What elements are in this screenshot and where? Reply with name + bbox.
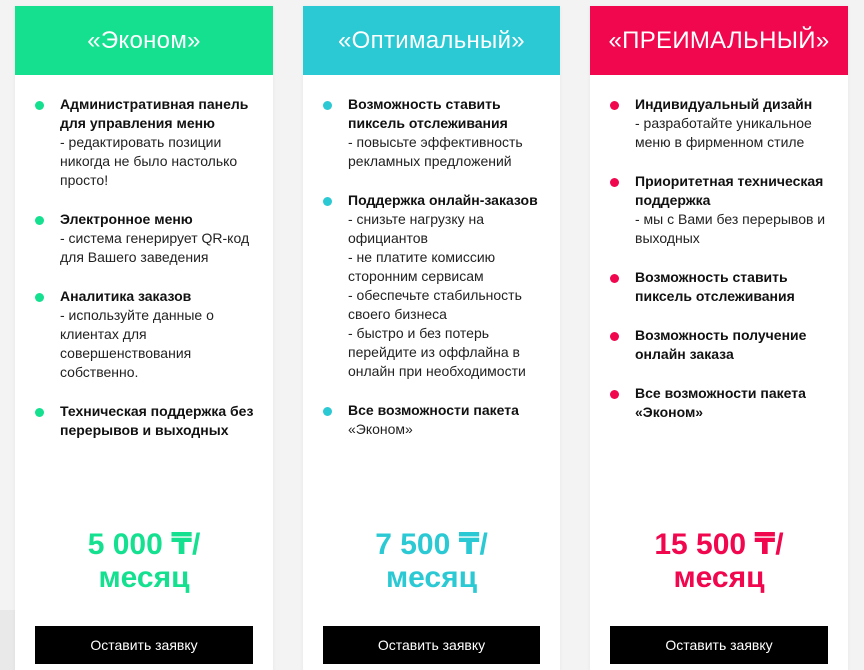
- bullet-dot-icon: [323, 101, 332, 110]
- feature-title: Административная панель для управления меню: [60, 96, 249, 131]
- plan-price: [15, 528, 273, 594]
- feature-title: Аналитика заказов: [60, 288, 192, 304]
- bullet-dot-icon: [610, 178, 619, 187]
- feature-desc: - снизьте нагрузку на официантов - не платите комиссию сторонним сервисам - обеспечьте стабильность своего бизнеса - быстро и без потерь перейдите из оффлайна в онлайн при необходимости: [348, 211, 526, 379]
- feature-item: [15, 95, 273, 190]
- plan-header: [15, 6, 273, 75]
- price-period: месяц: [385, 561, 478, 594]
- feature-title: Возможность ставить пиксель отслеживания: [635, 269, 795, 304]
- bullet-dot-icon: [35, 216, 44, 225]
- bullet-dot-icon: [35, 293, 44, 302]
- price-period: месяц: [673, 561, 765, 594]
- feature-item: [590, 384, 848, 422]
- feature-desc: - разработайте уникальное меню в фирменном стиле: [635, 115, 812, 150]
- feature-title: Техническая поддержка без перерывов и выходных: [60, 403, 254, 438]
- feature-desc: - редактировать позиции никогда не было настолько просто!: [60, 134, 238, 188]
- feature-list: [303, 95, 560, 459]
- price-amount: 7 500 ₸/: [375, 528, 488, 561]
- feature-item: [590, 95, 848, 152]
- bullet-dot-icon: [323, 407, 332, 416]
- feature-item: [15, 402, 273, 440]
- feature-item: [15, 210, 273, 267]
- feature-desc: - повысьте эффективность рекламных предложений: [348, 134, 523, 169]
- feature-title: Возможность получение онлайн заказа: [635, 327, 807, 362]
- bullet-dot-icon: [35, 101, 44, 110]
- page-edge-strip: [0, 610, 15, 670]
- submit-request-button[interactable]: Оставить заявку: [323, 626, 540, 664]
- feature-item: [590, 326, 848, 364]
- bullet-dot-icon: [323, 197, 332, 206]
- price-period: месяц: [98, 561, 190, 594]
- plan-header: [303, 6, 560, 75]
- feature-item: [590, 172, 848, 248]
- feature-item: [303, 401, 560, 439]
- plan-title: «Оптимальный»: [338, 26, 525, 54]
- plan-title: «Эконом»: [87, 26, 201, 54]
- feature-desc: - используйте данные о клиентах для совершенствования собственно.: [60, 307, 214, 380]
- plan-price: [590, 528, 848, 594]
- feature-item: [15, 287, 273, 382]
- feature-title: Приоритетная техническая поддержка: [635, 173, 824, 208]
- feature-title: Электронное меню: [60, 211, 193, 227]
- feature-item: [303, 191, 560, 381]
- feature-list: [590, 95, 848, 442]
- feature-desc: - система генерирует QR-код для Вашего заведения: [60, 230, 250, 265]
- feature-title: Все возможности пакета «Эконом»: [635, 385, 806, 420]
- bullet-dot-icon: [610, 390, 619, 399]
- plan-card-econom: [15, 6, 273, 670]
- bullet-dot-icon: [610, 332, 619, 341]
- feature-title: Все возможности пакета: [348, 402, 519, 418]
- bullet-dot-icon: [35, 408, 44, 417]
- feature-desc: - мы с Вами без перерывов и выходных: [635, 211, 826, 246]
- price-amount: 5 000 ₸/: [87, 528, 201, 561]
- bullet-dot-icon: [610, 274, 619, 283]
- feature-item: [303, 95, 560, 171]
- feature-item: [590, 268, 848, 306]
- plan-card-optimal: [303, 6, 560, 670]
- feature-list: [15, 95, 273, 460]
- feature-title: Поддержка онлайн-заказов: [348, 192, 538, 208]
- feature-title: Возможность ставить пиксель отслеживания: [348, 96, 508, 131]
- plan-price: [303, 528, 560, 594]
- price-amount: 15 500 ₸/: [654, 528, 784, 561]
- plan-header: [590, 6, 848, 75]
- submit-request-button[interactable]: Оставить заявку: [610, 626, 828, 664]
- submit-request-button[interactable]: Оставить заявку: [35, 626, 253, 664]
- feature-desc: «Эконом»: [348, 421, 413, 437]
- plan-card-premium: [590, 6, 848, 670]
- plan-title: «ПРЕИМАЛЬНЫЙ»: [608, 26, 830, 54]
- bullet-dot-icon: [610, 101, 619, 110]
- feature-title: Индивидуальный дизайн: [635, 96, 813, 112]
